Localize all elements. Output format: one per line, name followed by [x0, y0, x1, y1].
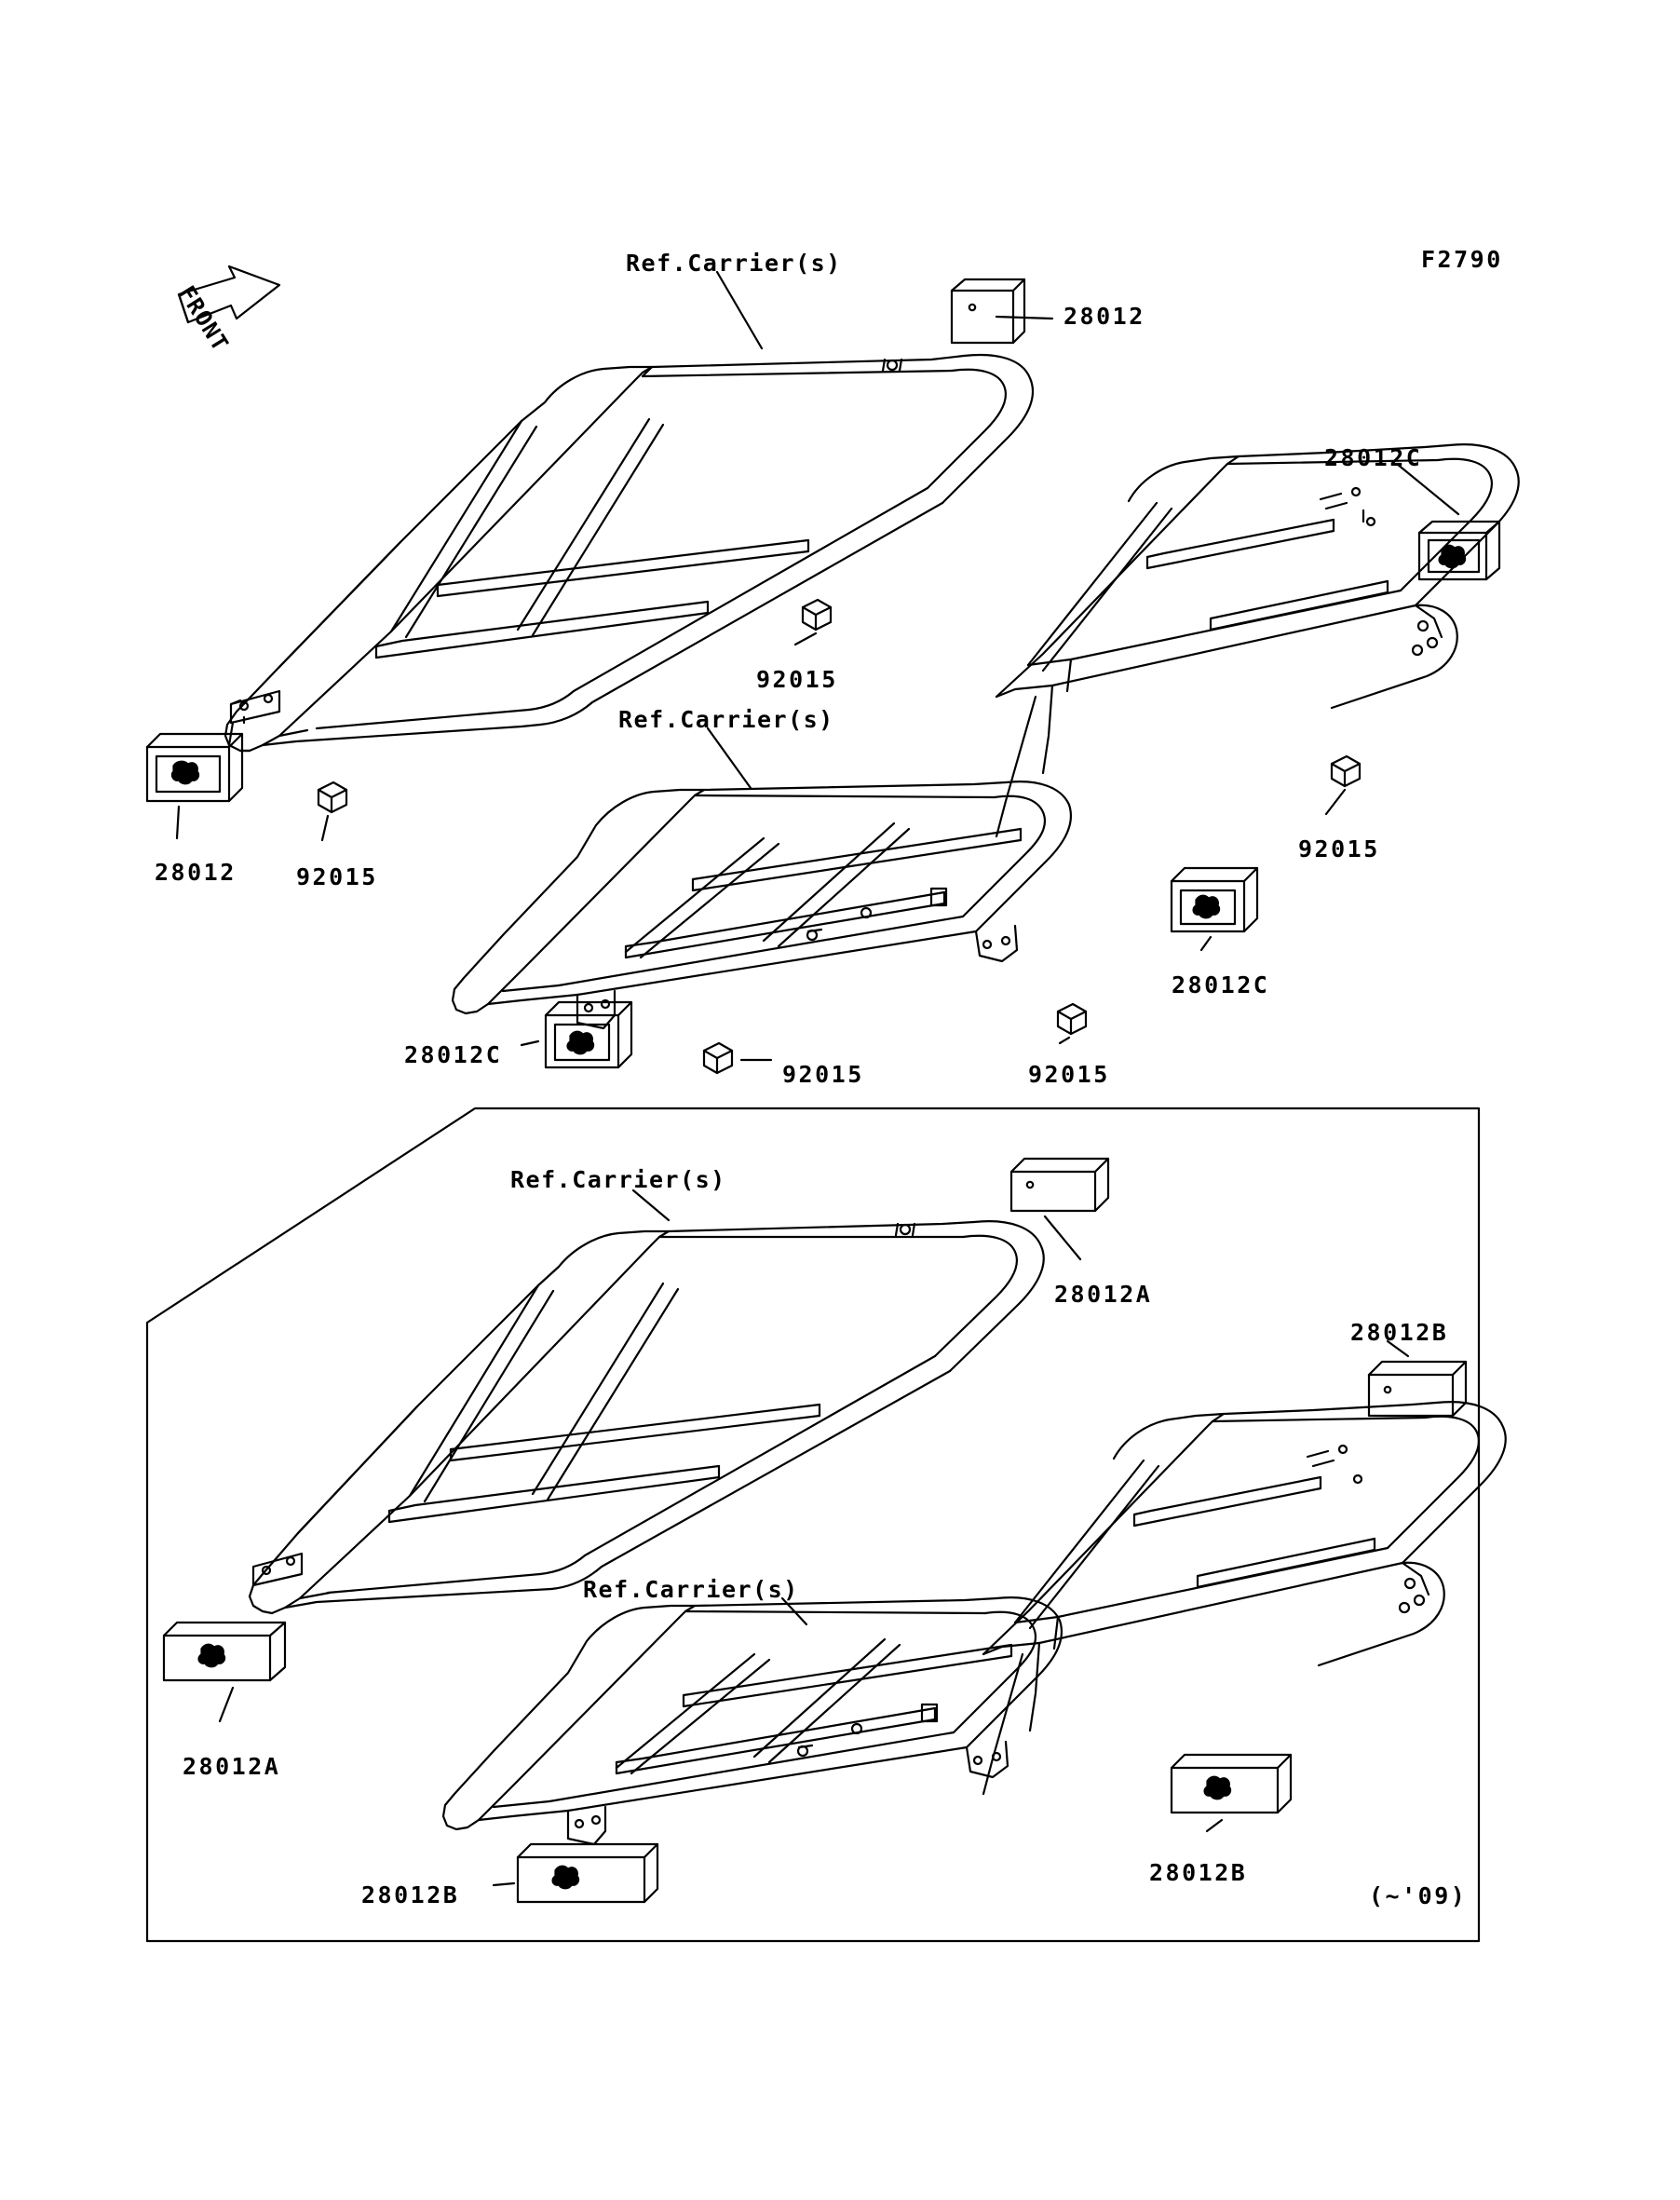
- label-28012-top: 28012: [1064, 303, 1145, 330]
- part-28012-top-plate: [952, 279, 1024, 343]
- label-28012c-center: 28012C: [1172, 971, 1270, 998]
- label-92015-left: 92015: [296, 863, 378, 890]
- label-92015-bottomleft: 92015: [782, 1061, 864, 1088]
- leader-28012a-left: [220, 1688, 233, 1721]
- label-92015-right: 92015: [1298, 835, 1380, 862]
- part-28012a-left-plate: [164, 1623, 285, 1680]
- part-92015-right-nut: [1332, 756, 1360, 786]
- part-92015-bottomright-nut: [1058, 1004, 1086, 1034]
- label-92015-bottomright: 92015: [1028, 1061, 1110, 1088]
- leader-28012a-right: [1045, 1216, 1080, 1259]
- part-92015-nut-center: [803, 600, 831, 630]
- carrier-box-top-left: [250, 1221, 1044, 1613]
- carrier-middle-left: [453, 781, 1071, 1028]
- label-ref-carrier-box-top: Ref.Carrier(s): [510, 1166, 726, 1193]
- carrier-top-left: [225, 355, 1033, 751]
- label-ref-carrier-box-bottom: Ref.Carrier(s): [583, 1576, 799, 1603]
- label-28012-left: 28012: [155, 859, 237, 886]
- front-marker: [173, 268, 283, 357]
- leader-28012c-right: [1397, 464, 1458, 514]
- leader-28012b-bottomright: [1207, 1820, 1222, 1831]
- year-note: (~'09): [1369, 1882, 1468, 1909]
- part-28012b-right-plate: [1369, 1362, 1466, 1416]
- carrier-box-bottom-left: [443, 1597, 1062, 1844]
- label-ref-carrier-middle: Ref.Carrier(s): [618, 706, 834, 733]
- label-28012c-bottom: 28012C: [404, 1041, 503, 1068]
- part-92015-bottomleft-nut: [704, 1043, 732, 1073]
- leader-92015-left: [322, 816, 328, 840]
- front-marker-label: FRONT: [173, 281, 234, 357]
- leader-ref-carrier-top: [717, 272, 762, 348]
- carrier-box-right: [983, 1402, 1506, 1794]
- leader-92015-right: [1326, 790, 1345, 814]
- label-ref-carrier-top: Ref.Carrier(s): [626, 250, 842, 277]
- part-28012c-center-plate: [1172, 868, 1257, 931]
- leader-28012b-bottomleft: [494, 1883, 514, 1885]
- sheet-code: F2790: [1421, 246, 1503, 273]
- label-28012c-right: 28012C: [1324, 444, 1423, 471]
- leader-92015-center: [795, 633, 816, 645]
- part-28012c-right-plate: [1419, 522, 1499, 579]
- part-28012a-right-plate: [1011, 1159, 1108, 1211]
- label-28012b-bottomright: 28012B: [1149, 1859, 1248, 1886]
- label-28012a-right: 28012A: [1054, 1281, 1153, 1308]
- variant-box: [147, 1108, 1479, 1941]
- label-28012b-right: 28012B: [1350, 1319, 1449, 1346]
- part-28012b-bottomleft-plate: [518, 1844, 657, 1902]
- label-28012b-bottomleft: 28012B: [361, 1881, 460, 1908]
- leader-28012c-bottom: [522, 1041, 538, 1045]
- leader-28012-left: [177, 807, 179, 838]
- label-92015-center: 92015: [756, 666, 838, 693]
- part-28012b-bottomright-plate: [1172, 1755, 1291, 1813]
- part-92015-left-nut: [318, 782, 346, 812]
- leader-92015-bottomright: [1060, 1038, 1069, 1043]
- leader-ref-carrier-middle: [708, 728, 751, 788]
- label-28012a-left: 28012A: [183, 1753, 281, 1780]
- carrier-middle-right: [996, 444, 1519, 836]
- leader-ref-carrier-box-top: [633, 1190, 669, 1220]
- leader-28012c-center: [1201, 937, 1211, 950]
